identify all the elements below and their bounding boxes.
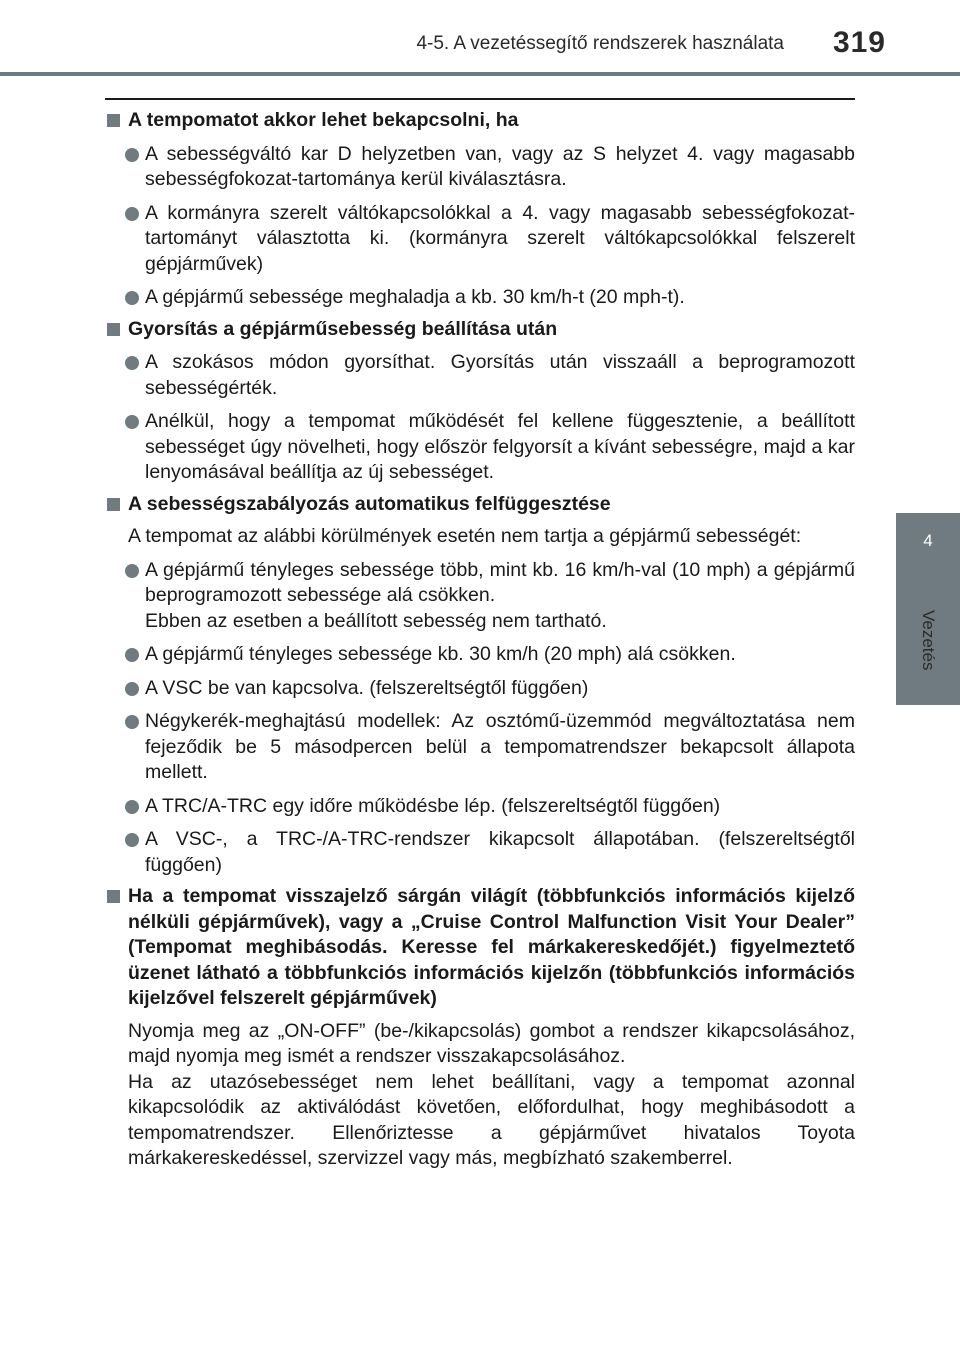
list-item-text: Négykerék-meghajtású modellek: Az osztómű-üzemmód megváltoztatása nem fejeződik be 5 másodpercen belül a tempomatrendszer bekapcsolt állapota mellett. [145,710,855,783]
running-header-title: 4-5. A vezetéssegítő rendszerek használata [416,33,784,54]
content-top-rule [105,98,855,100]
circle-bullet-icon [125,800,139,814]
circle-bullet-icon [125,564,139,578]
circle-bullet-icon [125,291,139,305]
list-item-text: A kormányra szerelt váltókapcsolókkal a 4. vagy magasabb sebességfokozat-tartományt választotta ki. (kormányra szerelt váltókapcsolókkal felszerelt gépjárművek) [145,201,855,275]
section-heading-text: A sebességszabályozás automatikus felfüggesztése [128,492,611,515]
list-item-text: A sebességváltó kar D helyzetben van, vagy az S helyzet 4. vagy magasabb sebességfokozat-tartománya kerül kiválasztásra. [145,142,855,190]
list-item [105,409,855,486]
section-heading [105,884,855,1012]
circle-bullet-icon [125,148,139,162]
circle-bullet-icon [125,833,139,847]
section-heading [105,108,855,134]
square-bullet-icon [107,114,120,127]
circle-bullet-icon [125,715,139,729]
list-item-text: A gépjármű tényleges sebessége kb. 30 km/h (20 mph) alá csökken. [145,643,736,665]
list-item [105,827,855,878]
section-intro: A tempomat az alábbi körülmények esetén nem tartja a gépjármű sebességét: [128,525,802,547]
section-heading-text: Gyorsítás a gépjárműsebesség beállítása után [128,317,558,340]
list-item [105,201,855,278]
square-bullet-icon [107,890,120,903]
chapter-tab-number: 4 [923,531,933,550]
list-item [105,794,855,820]
list-item-text: A szokásos módon gyorsíthat. Gyorsítás után visszaáll a beprogramozott sebességérték. [145,351,855,399]
list-item-text: A VSC-, a TRC-/A-TRC-rendszer kikapcsolt állapotában. (felszereltségtől függően) [145,828,855,876]
circle-bullet-icon [125,356,139,370]
page-content [105,108,855,1172]
paragraph: Nyomja meg az „ON-OFF” (be-/kikapcsolás) gombot a rendszer kikapcsolásához, majd nyomja meg ismét a rendszer visszakapcsolásához. [128,1019,855,1067]
list-item-note: Ebben az esetben a beállított sebesség nem tartható. [145,609,607,632]
section-heading-text: Ha a tempomat visszajelző sárgán világít (többfunkciós információs kijelző nélküli gépjárművek), vagy a „Cruise Control Malfunction Visit Your Dealer” (Tempomat meghibásodás. Keresse fel márkakereskedőjét.) figyelmeztető üzenet látható a többfunkciós információs kijelzőn (többfunkciós információs kijelzővel felszerelt gépjárművek) [128,885,855,1009]
chapter-tab-label: Vezetés [919,610,938,671]
list-item [105,558,855,635]
list-item-text: A TRC/A-TRC egy időre működésbe lép. (felszereltségtől függően) [145,794,721,817]
circle-bullet-icon [125,682,139,696]
list-item [105,676,855,702]
list-item-text: A gépjármű sebessége meghaladja a kb. 30 km/h-t (20 mph-t). [145,286,685,308]
paragraph: Ha az utazósebességet nem lehet beállítani, vagy a tempomat azonnal kikapcsolódik az aktiválódást követően, előfordulhat, hogy meghibásodott a tempomatrendszer. Ellenőriztesse a gépjárművet hivatalos Toyota márkakereskedéssel, szervizzel vagy más, megbízható szakemberrel. [128,1070,855,1169]
list-item [105,642,855,668]
list-item-text: A VSC be van kapcsolva. (felszereltségtől függően) [145,676,589,699]
list-item [105,350,855,401]
circle-bullet-icon [125,415,139,429]
square-bullet-icon [107,323,120,336]
section-heading-text: A tempomatot akkor lehet bekapcsolni, ha [128,109,519,131]
circle-bullet-icon [125,207,139,221]
section-heading [105,317,855,343]
square-bullet-icon [107,498,120,511]
header-rule [0,72,960,76]
list-item [105,709,855,786]
section-heading [105,492,855,518]
list-item [105,285,855,311]
circle-bullet-icon [125,648,139,662]
list-item-text: A gépjármű tényleges sebessége több, mint kb. 16 km/h-val (10 mph) a gépjármű beprogramozott sebessége alá csökken. [145,558,855,606]
list-item [105,142,855,193]
list-item-text: Anélkül, hogy a tempomat működését fel kellene függesztenie, a beállított sebességet úgy növelheti, hogy először felgyorsít a kívánt sebességre, majd a kar lenyomásával beállítja az új sebességet. [145,410,855,483]
page-number: 319 [832,26,886,59]
